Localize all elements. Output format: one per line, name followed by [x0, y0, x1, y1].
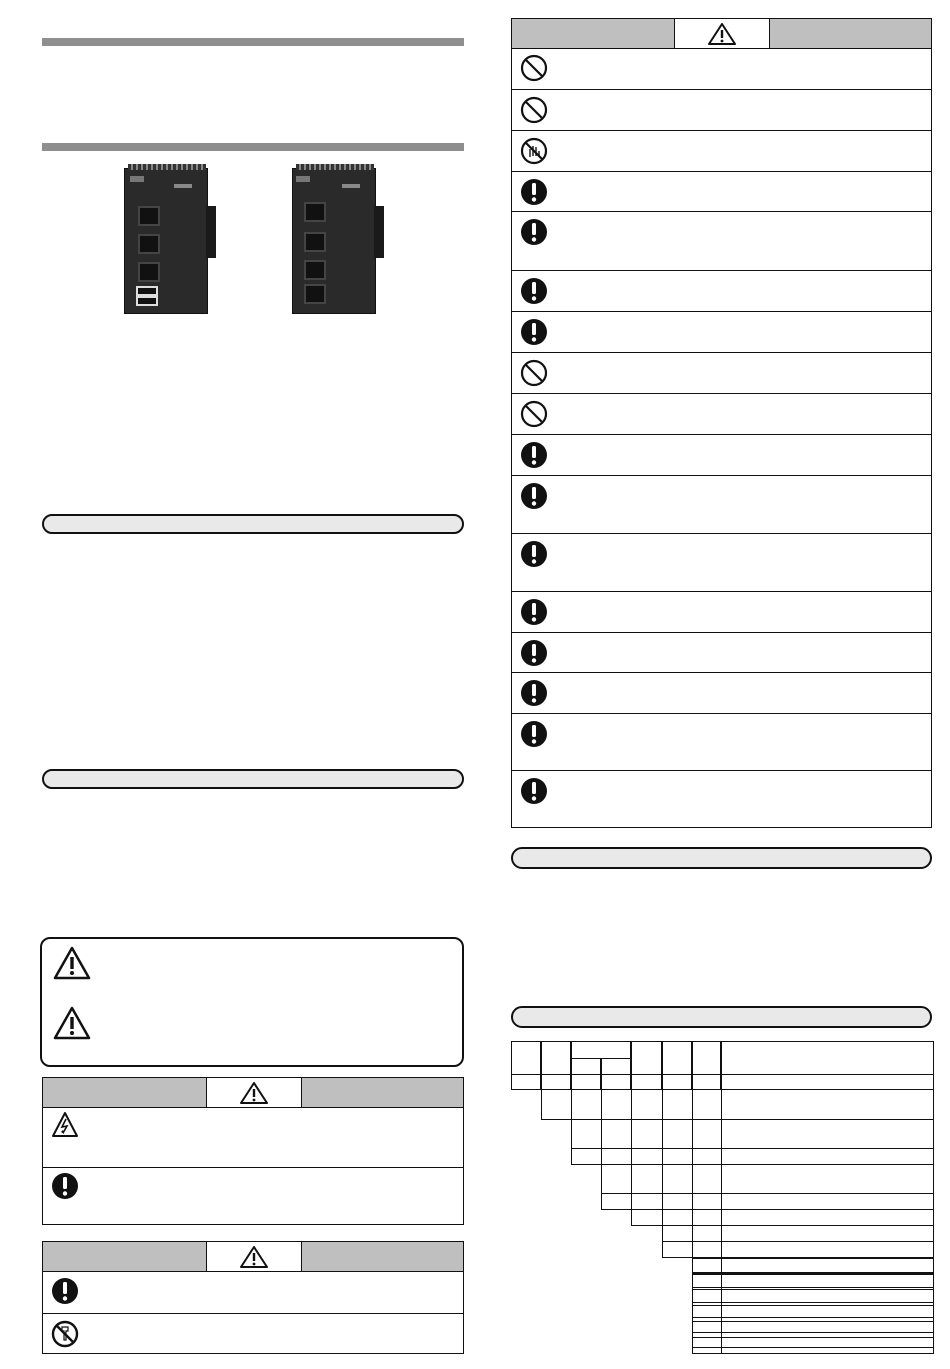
model-table-cell: [692, 1074, 721, 1090]
model-table-cell: [662, 1119, 693, 1149]
prohibited-circle-icon: [520, 54, 548, 82]
model-table-cell: [692, 1225, 722, 1242]
model-table-cell: [721, 1193, 934, 1210]
warning-triangle-icon: [707, 22, 737, 46]
model-table-cell: [662, 1164, 693, 1194]
model-table-cell: [662, 1148, 693, 1165]
model-table-cell: [721, 1164, 934, 1194]
table-row: [512, 533, 931, 591]
model-table-cell: [662, 1074, 692, 1090]
model-table-cell: [692, 1337, 722, 1354]
exclamation-circle-icon: [520, 598, 548, 626]
exclamation-circle-icon: [520, 679, 548, 707]
table-row: [512, 632, 931, 672]
model-table-cell: [511, 1041, 541, 1075]
table-row: [512, 130, 931, 171]
model-table-cell: [721, 1225, 934, 1242]
model-table-cell: [692, 1305, 722, 1322]
table-row: [43, 1271, 463, 1313]
model-table-cell: [601, 1164, 632, 1194]
warning-triangle-icon: [239, 1081, 269, 1105]
table-row: [512, 393, 931, 434]
header-rule-top: [42, 38, 464, 46]
model-table-cell: [721, 1321, 934, 1338]
no-disassemble-icon: [51, 1320, 79, 1348]
warning-triangle-icon: [52, 1005, 92, 1041]
model-table-cell: [721, 1305, 934, 1322]
table-row: [512, 311, 931, 352]
model-table-cell: [571, 1148, 602, 1165]
model-table-cell: [721, 1337, 934, 1354]
model-table-cell: [631, 1089, 663, 1120]
table-row: [43, 1107, 463, 1167]
exclamation-circle-icon: [520, 178, 548, 206]
table-row: [512, 672, 931, 713]
model-table-cell: [631, 1193, 663, 1210]
model-table-cell: [571, 1089, 602, 1120]
header-rule-bottom: [42, 143, 464, 151]
model-table-cell: [721, 1089, 934, 1120]
model-table-cell: [662, 1209, 693, 1226]
left-warning-table: [42, 1077, 464, 1225]
table-row: [512, 591, 931, 632]
model-table-cell: [631, 1119, 663, 1149]
model-table-cell: [692, 1164, 722, 1194]
model-table-cell: [662, 1241, 693, 1258]
exclamation-circle-icon: [520, 482, 548, 510]
model-table-cell: [692, 1148, 722, 1165]
model-table-cell: [631, 1164, 663, 1194]
model-table-cell: [631, 1209, 663, 1226]
exclamation-circle-icon: [520, 777, 548, 805]
model-table-cell: [631, 1074, 662, 1090]
section-header-pill-3: [511, 847, 932, 869]
table-row: [512, 352, 931, 393]
table-row: [43, 1313, 463, 1355]
exclamation-circle-icon: [520, 720, 548, 748]
model-table-cell: [721, 1273, 934, 1290]
model-table-cell: [692, 1193, 722, 1210]
prohibited-circle-icon: [520, 359, 548, 387]
exclamation-circle-icon: [520, 318, 548, 346]
table-row: [512, 434, 931, 475]
exclamation-circle-icon: [520, 218, 548, 246]
model-number-table: [511, 1041, 934, 1357]
model-table-cell: [662, 1089, 693, 1120]
right-warning-table: [511, 18, 932, 828]
model-table-cell: [541, 1041, 571, 1075]
table-row: [512, 171, 931, 211]
model-table-cell: [721, 1074, 934, 1090]
table-row: [512, 270, 931, 311]
model-table-cell: [601, 1148, 632, 1165]
model-table-cell: [721, 1241, 934, 1258]
section-header-pill-2: [42, 769, 464, 789]
section-header-pill-4: [511, 1006, 932, 1028]
model-table-cell: [692, 1273, 722, 1290]
model-table-cell: [692, 1119, 722, 1149]
model-table-cell: [601, 1193, 632, 1210]
table-row: [512, 713, 931, 770]
electric-shock-icon: [51, 1111, 79, 1139]
model-table-cell: [692, 1209, 722, 1226]
model-table-cell: [571, 1041, 631, 1059]
device-image-1: [118, 162, 218, 314]
model-table-cell: [721, 1209, 934, 1226]
exclamation-circle-icon: [51, 1172, 79, 1200]
signal-word-definition-box: [40, 937, 464, 1067]
device-image-2: [286, 162, 386, 314]
model-table-cell: [571, 1058, 601, 1075]
exclamation-circle-icon: [520, 639, 548, 667]
model-table-cell: [571, 1119, 602, 1149]
model-table-cell: [662, 1041, 692, 1075]
model-table-cell: [571, 1074, 601, 1090]
model-table-cell: [692, 1089, 722, 1120]
table-row: [512, 89, 931, 130]
model-table-cell: [721, 1119, 934, 1149]
exclamation-circle-icon: [520, 277, 548, 305]
left-caution-table: [42, 1241, 464, 1354]
model-table-cell: [511, 1074, 541, 1090]
model-table-cell: [541, 1089, 572, 1120]
model-table-cell: [692, 1321, 722, 1338]
prohibited-circle-icon: [520, 96, 548, 124]
model-table-cell: [541, 1074, 571, 1090]
table-row: [512, 211, 931, 270]
model-table-cell: [692, 1289, 722, 1306]
model-table-cell: [601, 1119, 632, 1149]
table-row: [512, 770, 931, 828]
exclamation-circle-icon: [520, 441, 548, 469]
table-row: [512, 475, 931, 533]
model-table-cell: [721, 1041, 934, 1075]
no-touch-hand-icon: [520, 137, 548, 165]
exclamation-circle-icon: [51, 1277, 79, 1305]
model-table-cell: [601, 1058, 631, 1075]
section-header-pill-1: [42, 514, 464, 534]
model-table-cell: [662, 1193, 693, 1210]
model-table-cell: [631, 1041, 662, 1075]
model-table-cell: [601, 1074, 631, 1090]
model-table-cell: [721, 1289, 934, 1306]
model-table-cell: [601, 1089, 632, 1120]
table-row: [43, 1167, 463, 1225]
warning-triangle-icon: [52, 945, 92, 981]
prohibited-circle-icon: [520, 400, 548, 428]
model-table-cell: [692, 1041, 721, 1075]
model-table-cell: [692, 1241, 722, 1258]
exclamation-circle-icon: [520, 540, 548, 568]
model-table-cell: [631, 1148, 663, 1165]
table-row: [512, 48, 931, 89]
model-table-cell: [662, 1225, 693, 1242]
warning-triangle-icon: [239, 1245, 269, 1269]
model-table-cell: [721, 1148, 934, 1165]
